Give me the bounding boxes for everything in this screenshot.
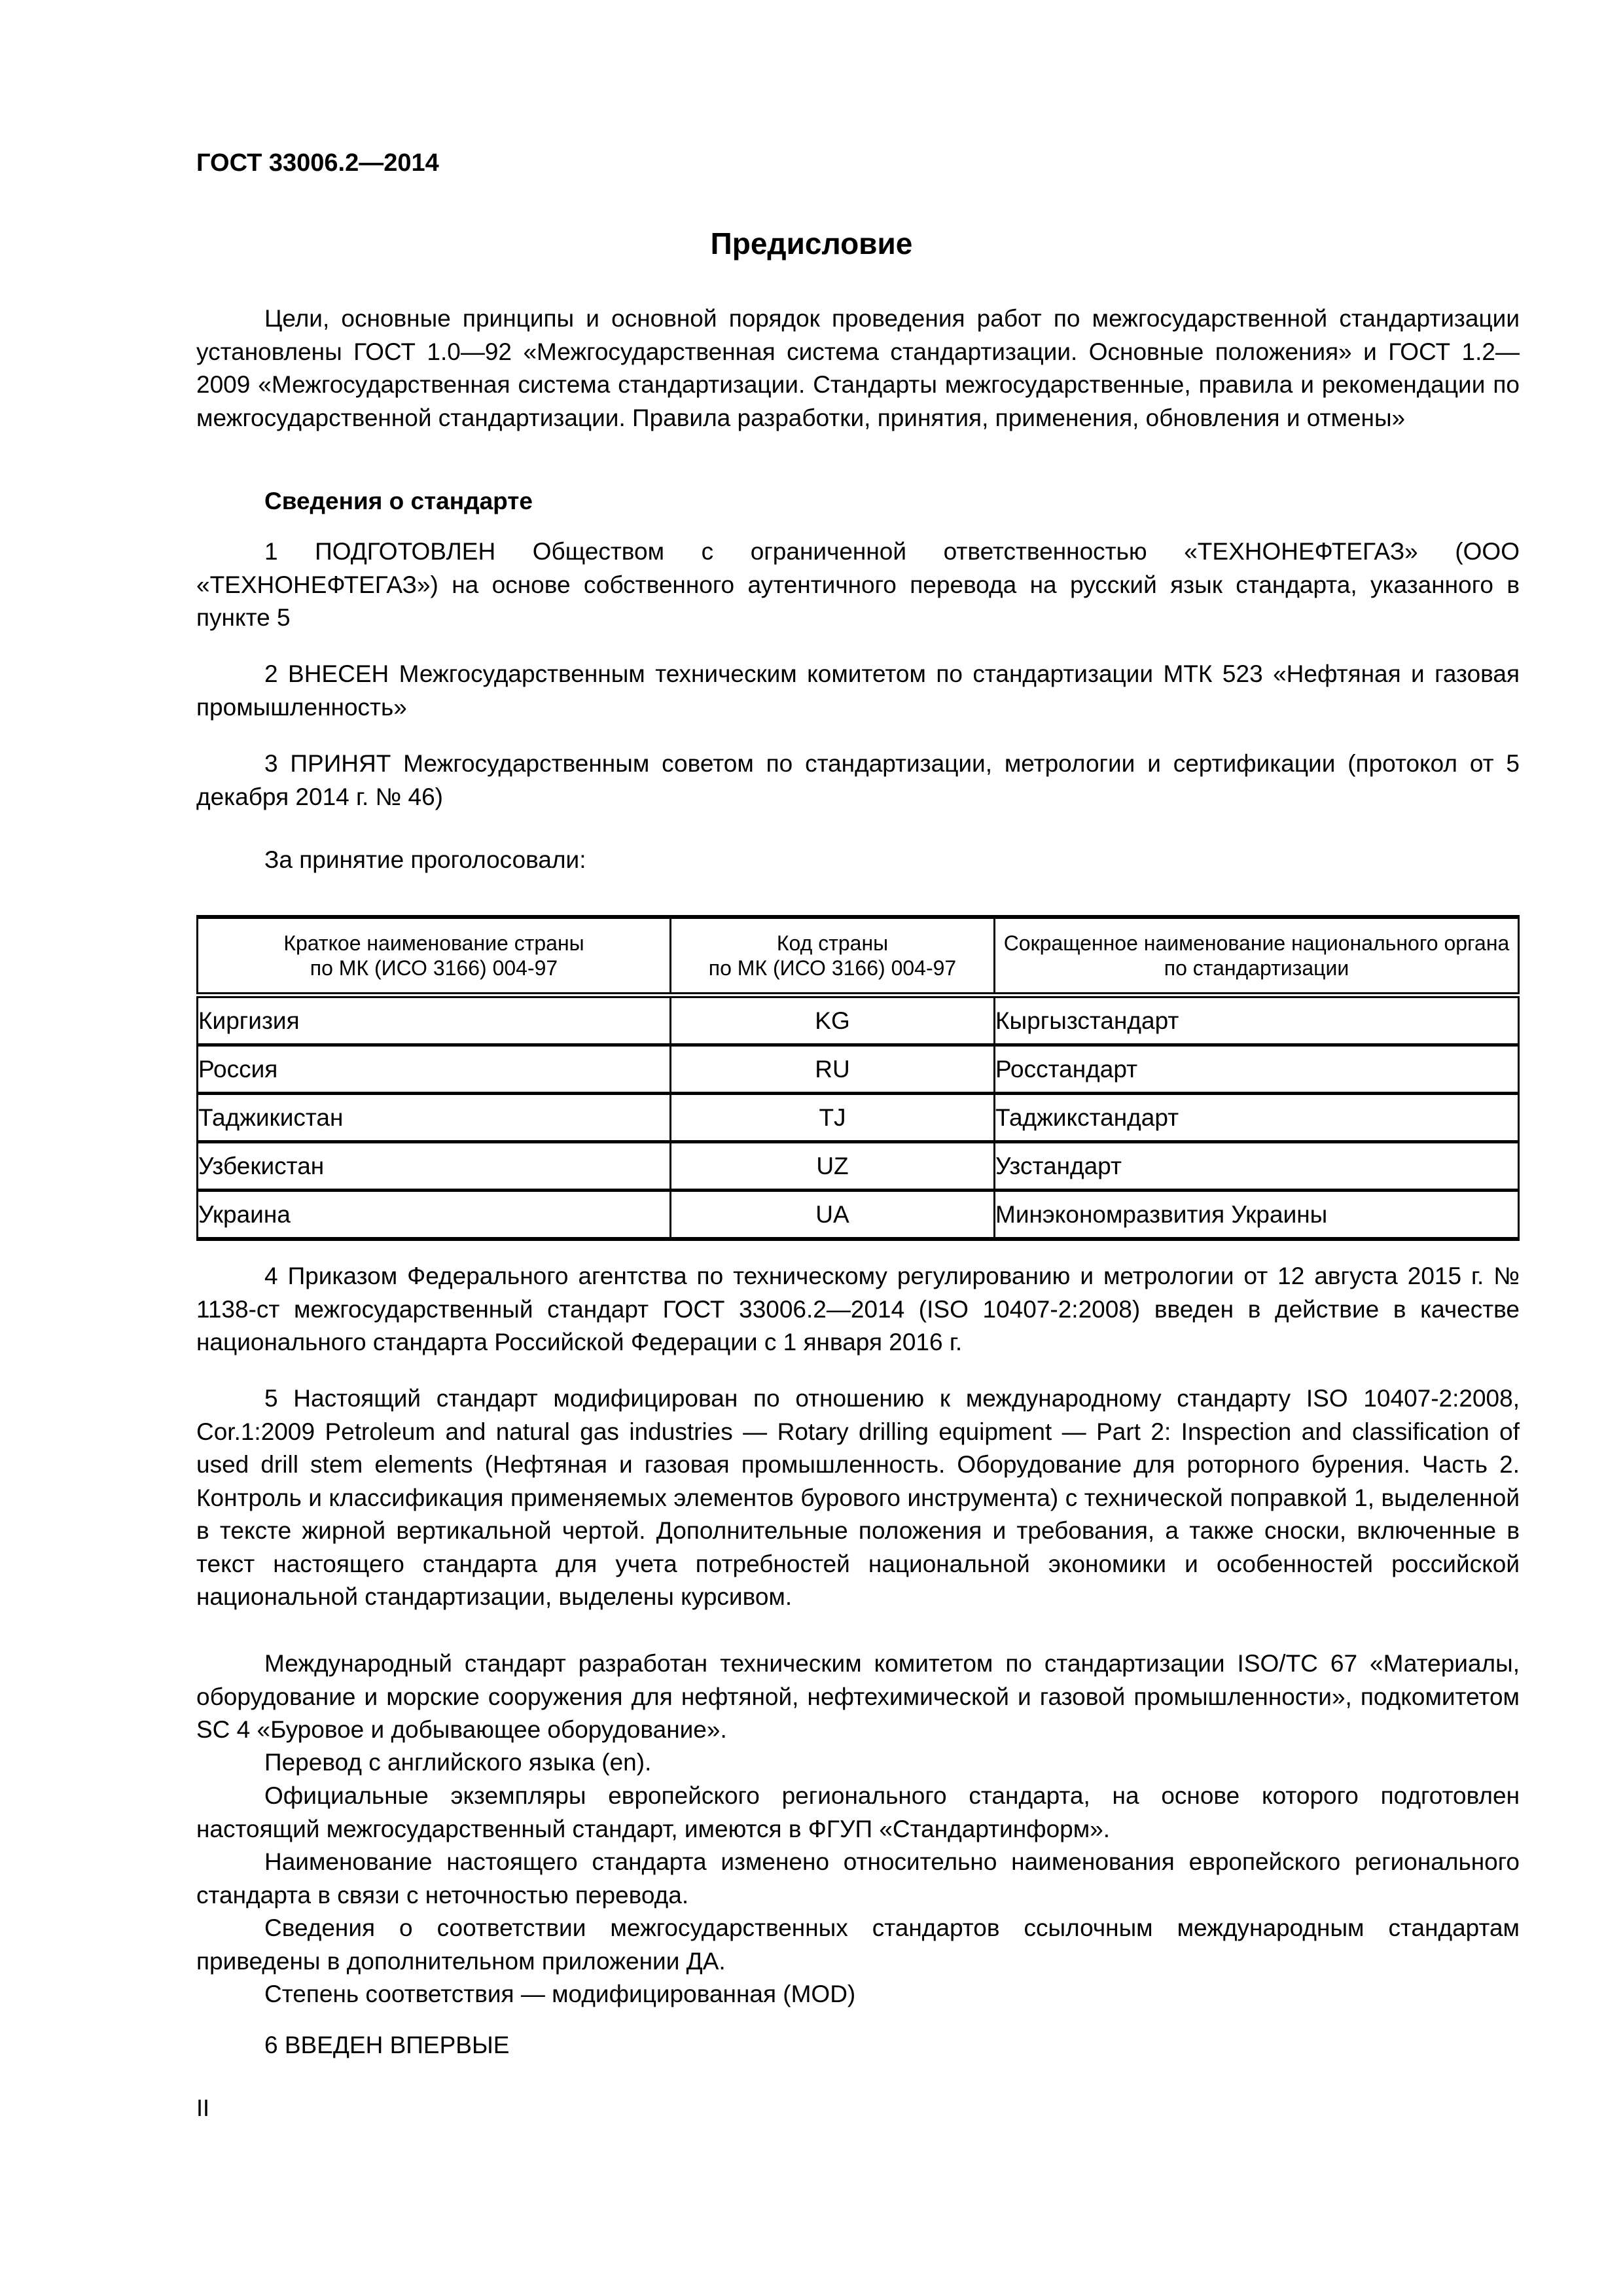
table-row	[198, 1142, 1519, 1191]
country-name: Украина	[198, 1191, 671, 1240]
item-2-submitted: 2 ВНЕСЕН Межгосударственным техническим комитетом по стандартизации МТК 523 «Нефтяная и газовая промышленность»	[196, 660, 1520, 721]
table-row	[198, 1094, 1519, 1142]
item-5-translation: Перевод с английского языка (en).	[264, 1749, 652, 1776]
voted-label: За принятие проголосовали:	[264, 846, 586, 873]
header-country-code: Код страны по МК (ИСО 3166) 004-97	[671, 917, 995, 996]
table-header-row	[198, 917, 1519, 996]
voting-countries-table	[196, 915, 1520, 1241]
item-5-degree: Степень соответствия — модифицированная (MOD)	[264, 1981, 856, 2007]
intro-paragraph: Цели, основные принципы и основной порядок проведения работ по межгосударственной стандартизации установлены ГОСТ 1.0—92 «Межгосударственная система стандартизации. Основные положения» и ГОСТ 1.2—2009 «Межгосударственная система стандартизации. Стандарты межгосударственные, правила и рекомендации по межгосударственной стандартизации. Правила разработки, принятия, применения, обновления и отмены»	[196, 305, 1520, 431]
country-code: RU	[671, 1045, 995, 1094]
section-heading: Сведения о стандарте	[264, 488, 533, 514]
country-name: Киргизия	[198, 996, 671, 1045]
standards-body: Минэкономразвития Украины	[995, 1191, 1519, 1240]
table-row	[198, 996, 1519, 1045]
standards-body: Таджикстандарт	[995, 1094, 1519, 1142]
item-5-correspondence: Сведения о соответствии межгосударственных стандартов ссылочным международным стандартам приведены в дополнительном приложении ДА.	[196, 1914, 1520, 1975]
header-country-name: Краткое наименование страны по МК (ИСО 3166) 004-97	[198, 917, 671, 996]
item-3-adopted: 3 ПРИНЯТ Межгосударственным советом по стандартизации, метрологии и сертификации (протокол от 5 декабря 2014 г. № 46)	[196, 750, 1520, 810]
page-title: Предисловие	[710, 226, 913, 260]
document-code: ГОСТ 33006.2—2014	[196, 149, 439, 177]
item-1-prepared: 1 ПОДГОТОВЛЕН Обществом с ограниченной ответственностью «ТЕХНОНЕФТЕГАЗ» (ООО «ТЕХНОНЕФТЕГАЗ») на основе собственного аутентичного перевода на русский язык стандарта, указанного в пункте 5	[196, 538, 1520, 631]
standards-body: Узстандарт	[995, 1142, 1519, 1191]
table-row	[198, 1191, 1519, 1240]
header-standards-body: Сокращенное наименование национального органа по стандартизации	[995, 917, 1519, 996]
item-4-order: 4 Приказом Федерального агентства по техническому регулированию и метрологии от 12 августа 2015 г. № 1138-ст межгосударственный стандарт ГОСТ 33006.2—2014 (ISO 10407-2:2008) введен в действие в качестве национального стандарта Российской Федерации с 1 января 2016 г.	[196, 1263, 1520, 1355]
item-5-name-changed: Наименование настоящего стандарта изменено относительно наименования европейского регионального стандарта в связи с неточностью перевода.	[196, 1848, 1520, 1909]
country-code: UA	[671, 1191, 995, 1240]
page-number: II	[196, 2094, 210, 2121]
standards-body: Кыргызстандарт	[995, 996, 1519, 1045]
item-6-first-introduced: 6 ВВЕДЕН ВПЕРВЫЕ	[264, 2032, 510, 2058]
country-name: Узбекистан	[198, 1142, 671, 1191]
item-5-international-committee: Международный стандарт разработан техническим комитетом по стандартизации ISO/TC 67 «Материалы, оборудование и морские сооружения для нефтяной, нефтехимической и газовой промышленности», подкомитетом SC 4 «Буровое и добывающее оборудование».	[196, 1650, 1520, 1743]
table-row	[198, 1045, 1519, 1094]
country-code: KG	[671, 996, 995, 1045]
standards-body: Росстандарт	[995, 1045, 1519, 1094]
item-5-official-copies: Официальные экземпляры европейского регионального стандарта, на основе которого подготовлен настоящий межгосударственный стандарт, имеются в ФГУП «Стандартинформ».	[196, 1782, 1520, 1842]
country-code: UZ	[671, 1142, 995, 1191]
country-code: TJ	[671, 1094, 995, 1142]
country-name: Таджикистан	[198, 1094, 671, 1142]
item-5-modified: 5 Настоящий стандарт модифицирован по отношению к международному стандарту ISO 10407-2:2008, Cor.1:2009 Petroleum and natural gas industries — Rotary drilling equipment — Part 2: Inspection and classification of used drill stem elements (Нефтяная и газовая промышленность. Оборудование для роторного бурения. Часть 2. Контроль и классификация применяемых элементов бурового инструмента) с технической поправкой 1, выделенной в тексте жирной вертикальной чертой. Дополнительные положения и требования, а также сноски, включенные в текст настоящего стандарта для учета потребностей национальной экономики и особенностей российской национальной стандартизации, выделены курсивом.	[196, 1385, 1520, 1610]
country-name: Россия	[198, 1045, 671, 1094]
